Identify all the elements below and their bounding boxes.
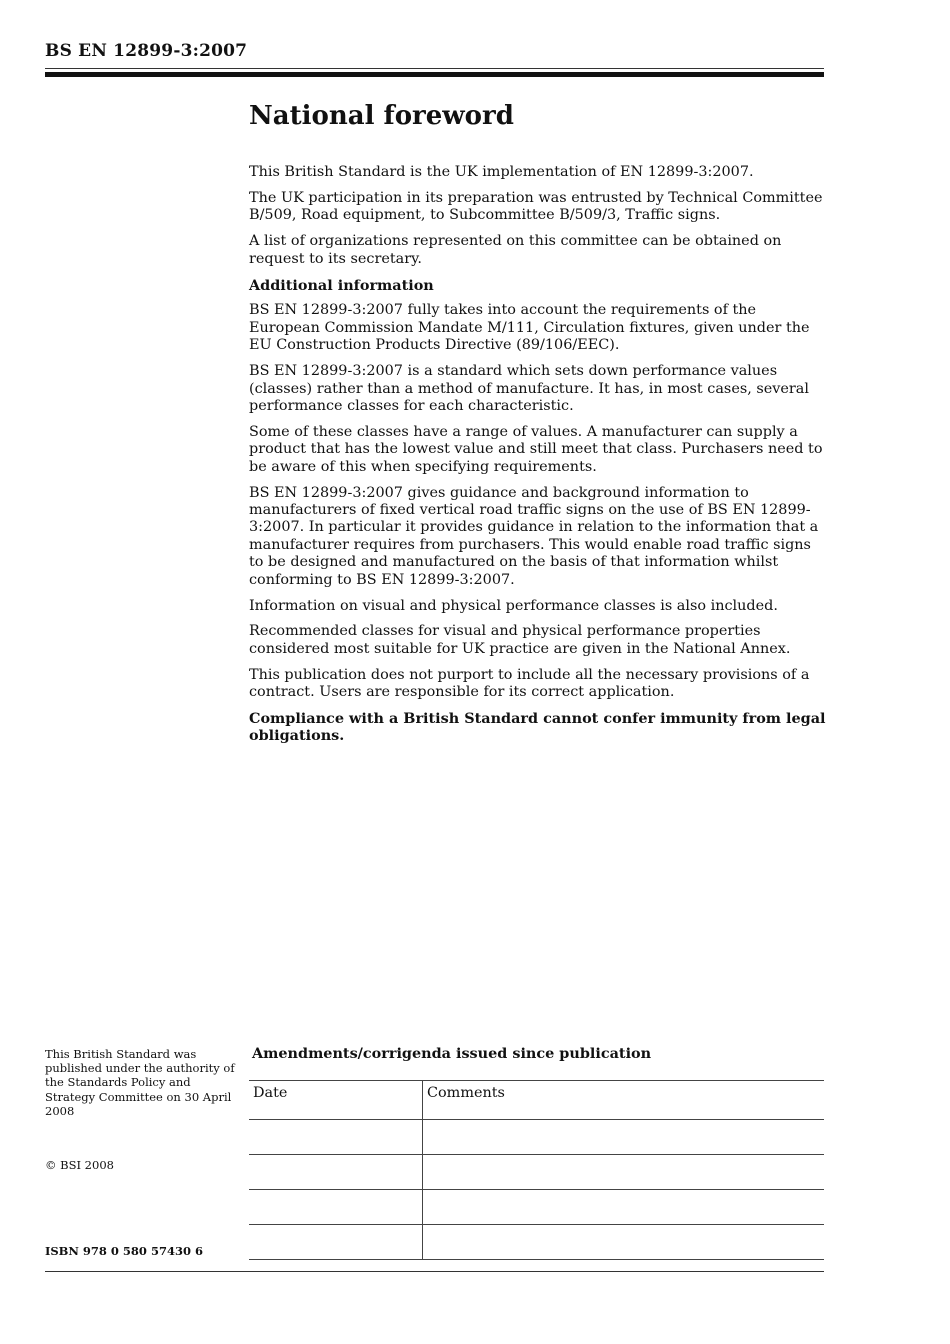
paragraph: Information on visual and physical performance classes is also included. (249, 597, 778, 614)
header-rule-thick (45, 72, 824, 77)
table-cell (423, 1155, 825, 1190)
compliance-statement: Compliance with a British Standard cannot confer immunity from legal obligations. (249, 710, 826, 745)
publication-note: This British Standard was published under the authority of the Standards Policy and Strategy Committee on 30 April 2008 (45, 1047, 235, 1118)
table-row (249, 1225, 824, 1260)
paragraph: BS EN 12899-3:2007 fully takes into account the requirements of the European Commission Mandate M/111, Circulation fixtures, given under the EU Construction Products Directive (89/106/EEC). (249, 302, 810, 354)
column-header-date: Date (249, 1081, 423, 1120)
column-header-comments: Comments (423, 1081, 825, 1120)
amendments-title: Amendments/corrigenda issued since publication (252, 1045, 652, 1062)
table-cell (249, 1120, 423, 1155)
paragraph: BS EN 12899-3:2007 is a standard which sets down performance values (classes) rather than a method of manufacture. It has, in most cases, several performance classes for each characteristic. (249, 363, 809, 414)
header-rule-thin (45, 68, 824, 69)
amendments-table (249, 1080, 824, 1260)
table-cell (423, 1225, 825, 1260)
paragraph: This British Standard is the UK implementation of EN 12899-3:2007. (249, 164, 754, 180)
paragraph: This publication does not purport to include all the necessary provisions of a contract. Users are responsible for its correct application. (249, 666, 810, 701)
standard-code: BS EN 12899-3:2007 (45, 41, 248, 61)
table-cell (423, 1190, 825, 1225)
copyright: © BSI 2008 (45, 1158, 114, 1172)
table-cell (249, 1155, 423, 1190)
table-row (249, 1190, 824, 1225)
paragraph: BS EN 12899-3:2007 gives guidance and background information to manufacturers of fixed vertical road traffic signs on the use of BS EN 12899-3:2007. In particular it provides guidance in relation to the information that a manufacturer requires from purchasers. This would enable road traffic signs to be designed and manufactured on the basis of that information whilst conforming to BS EN 12899-3:2007. (249, 484, 819, 588)
table-cell (423, 1120, 825, 1155)
paragraph: Some of these classes have a range of values. A manufacturer can supply a product that has the lowest value and still meet that class. Purchasers need to be aware of this when specifying requirements. (249, 423, 823, 475)
foreword-body (249, 164, 827, 753)
footer-rule (45, 1271, 824, 1272)
paragraph: The UK participation in its preparation was entrusted by Technical Committee B/509, Road equipment, to Subcommittee B/509/3, Traffic signs. (249, 189, 823, 224)
table-row (249, 1120, 824, 1155)
table-row (249, 1155, 824, 1190)
page-title: National foreword (249, 101, 514, 131)
table-cell (249, 1190, 423, 1225)
section-heading: Additional information (249, 276, 434, 294)
isbn: ISBN 978 0 580 57430 6 (45, 1244, 203, 1258)
paragraph: Recommended classes for visual and physical performance properties considered most suitable for UK practice are given in the National Annex. (249, 623, 791, 657)
table-cell (249, 1225, 423, 1260)
paragraph: A list of organizations represented on this committee can be obtained on request to its secretary. (249, 233, 782, 267)
table-header-row (249, 1081, 824, 1120)
